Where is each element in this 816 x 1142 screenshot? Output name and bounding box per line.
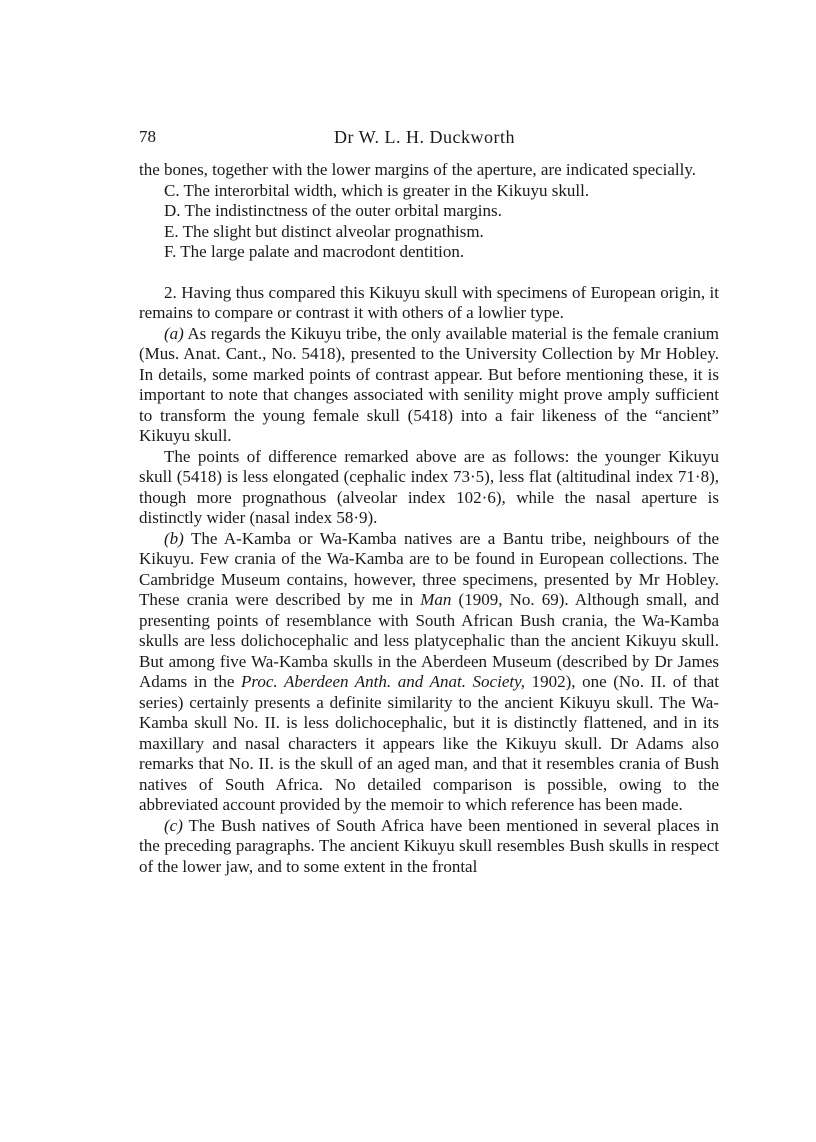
list-item: C. The interorbital width, which is greater in the Kikuyu skull. xyxy=(164,180,590,200)
page-header xyxy=(139,127,719,151)
paragraph-c xyxy=(139,816,719,878)
paragraph-a xyxy=(139,324,719,447)
paragraph-a-label: (a) xyxy=(164,323,184,343)
paragraph-c-label: (c) xyxy=(164,815,183,835)
feature-list xyxy=(139,181,719,263)
intro-paragraph: the bones, together with the lower margins of the aperture, are indicated specially. xyxy=(139,160,697,179)
list-item: F. The large palate and macrodont dentition. xyxy=(164,242,465,261)
paragraph-a-text: As regards the Kikuyu tribe, the only available material is the female cranium (Mus. Anat. Cant., No. 5418), presented to the University Collection by Mr Hobley. In details, some marked points of contrast appear. But before mentioning these, it is important to note that changes associated with senility might prove amply sufficient to transform the young female skull (5418) into a fair likeness of the “ancient” Kikuyu skull. xyxy=(139,323,720,445)
running-head: Dr W. L. H. Duckworth xyxy=(334,127,515,147)
page-number: 78 xyxy=(139,127,156,146)
journal-proc: Proc. Aberdeen Anth. and Anat. Society, xyxy=(241,672,525,691)
section-gap xyxy=(139,263,719,283)
paragraph-b-text-3: 1902), one (No. II. of that series) certainly presents a definite similarity to the ancient Kikuyu skull. The Wa-Kamba skull No. II. is less dolichocephalic, but it is distinctly flattened, and in its maxillary and nasal characters it appears like the Kikuyu skull. Dr Adams also remarks that No. II. is the skull of an aged man, and that it resembles crania of Bush natives of South Africa. No detailed comparison is possible, owing to the abbreviated account provided by the memoir to which reference has been made. xyxy=(139,672,720,814)
journal-man: Man xyxy=(420,590,452,609)
paragraph-c-text: The Bush natives of South Africa have been mentioned in several places in the preceding paragraphs. The ancient Kikuyu skull resembles Bush skulls in respect of the lower jaw, and to some extent in the frontal xyxy=(139,815,719,876)
paragraph-b-label: (b) xyxy=(164,528,184,548)
paragraph-b xyxy=(139,529,719,816)
paragraph-b-text-1: The A-Kamba or Wa-Kamba natives are a Bantu tribe, neighbours of the Kikuyu. Few crania of the Wa-Kamba are to be found in European collections. The Cambridge Museum contains, however, three specimens, presented by Mr Hobley. These crania were described by me in xyxy=(139,528,719,609)
list-item: D. The indistinctness of the outer orbital margins. xyxy=(164,201,502,220)
paragraph-b-text-2: (1909, No. 69). Although small, and presenting points of resemblance with South African Bush crania, the Wa-Kamba skulls are less dolichocephalic and less platycephalic than the ancient Kikuyu skull. But among five Wa-Kamba skulls in the Aberdeen Museum (described by Dr James Adams in the xyxy=(139,590,719,691)
paragraph-points: The points of difference remarked above are as follows: the younger Kikuyu skull (5418) is less elongated (cephalic index 73·5), less flat (altitudinal index 71·8), though more prognathous (alveolar index 102·6), while the nasal aperture is distinctly wider (nasal index 58·9). xyxy=(139,446,719,527)
section-2-paragraph: 2. Having thus compared this Kikuyu skull with specimens of European origin, it remains to compare or contrast it with others of a lowlier type. xyxy=(139,282,719,322)
body-text xyxy=(139,160,719,877)
list-item: E. The slight but distinct alveolar prognathism. xyxy=(164,221,484,241)
